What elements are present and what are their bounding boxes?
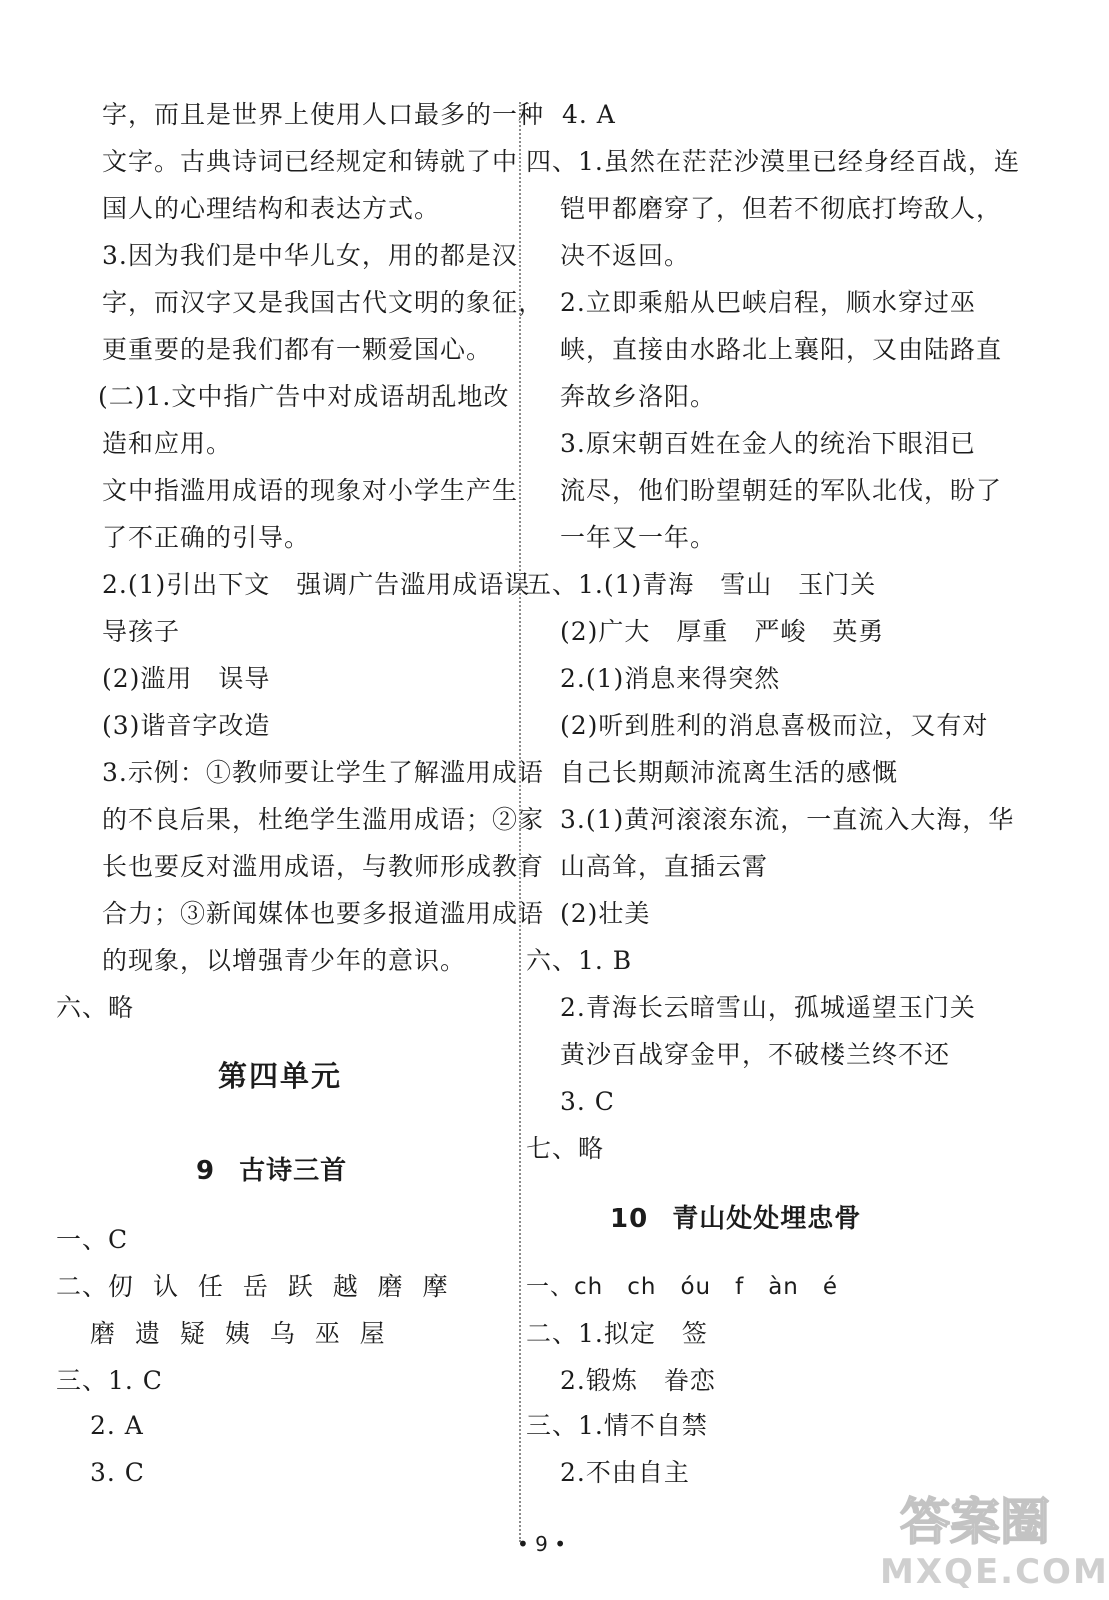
text-line: 2.(1)消息来得突然 xyxy=(560,664,781,693)
lesson-number: 9 xyxy=(196,1156,216,1186)
text-line: (2)广大 厚重 严峻 英勇 xyxy=(560,617,885,646)
text-line: 一、C xyxy=(56,1225,129,1254)
text-line: 2.(1)引出下文 强调广告滥用成语误 xyxy=(102,570,531,599)
text-line: 峡，直接由水路北上襄阳，又由陆路直 xyxy=(560,335,1003,364)
text-line: 一、ch ch óu f àn é xyxy=(526,1274,839,1300)
text-line: 3.因为我们是中华儿女，用的都是汉 xyxy=(102,241,518,270)
text-line: 决不返回。 xyxy=(560,241,691,270)
text-line: 字，而且是世界上使用人口最多的一种 xyxy=(102,100,545,129)
text-line: 六、略 xyxy=(56,993,135,1022)
page-number: • 9 • xyxy=(516,1532,567,1556)
text-line: 流尽，他们盼望朝廷的军队北伐，盼了 xyxy=(560,476,1003,505)
text-line: 字，而汉字又是我国古代文明的象征， xyxy=(102,288,545,317)
text-line: 文字。古典诗词已经规定和铸就了中 xyxy=(102,147,519,176)
text-line: (2)滥用 误导 xyxy=(102,664,271,693)
text-line: 自己长期颠沛流离生活的感慨 xyxy=(560,758,899,787)
text-line: 五、1.(1)青海 雪山 玉门关 xyxy=(526,570,877,599)
lesson-heading xyxy=(610,1202,861,1236)
text-line: 黄沙百战穿金甲，不破楼兰终不还 xyxy=(560,1040,951,1069)
text-line: 三、1.情不自禁 xyxy=(526,1411,708,1440)
watermark-url: MXQE.COM xyxy=(880,1552,1109,1592)
text-line: 2.不由自主 xyxy=(560,1458,690,1487)
text-line: 一年又一年。 xyxy=(560,523,717,552)
text-line: 导孩子 xyxy=(102,617,181,646)
text-line: 的现象，以增强青少年的意识。 xyxy=(102,946,467,975)
lesson-heading xyxy=(196,1154,347,1188)
text-line: 二、1.拟定 签 xyxy=(526,1319,708,1348)
text-line: 了不正确的引导。 xyxy=(102,523,311,552)
lesson-title: 古诗三首 xyxy=(239,1156,348,1186)
text-line: 奔故乡洛阳。 xyxy=(560,382,717,411)
unit-heading: 第四单元 xyxy=(217,1059,342,1093)
text-line: 二、仞 认 任 岳 跃 越 磨 摩 xyxy=(56,1272,449,1301)
text-line: 铠甲都磨穿了，但若不彻底打垮敌人， xyxy=(560,194,1003,223)
text-line: 3. C xyxy=(560,1087,615,1116)
text-line: 文中指滥用成语的现象对小学生产生 xyxy=(102,476,519,505)
text-line: 造和应用。 xyxy=(102,429,233,458)
watermark-logo xyxy=(880,1482,1109,1592)
text-line: 七、略 xyxy=(526,1134,605,1163)
text-line: (2)壮美 xyxy=(560,899,651,928)
text-line: 3.(1)黄河滚滚东流，一直流入大海，华 xyxy=(560,805,1015,834)
text-line: 的不良后果，杜绝学生滥用成语；②家 xyxy=(102,805,545,834)
text-line: 六、1. B xyxy=(526,946,633,975)
text-line: (二)1.文中指广告中对成语胡乱地改 xyxy=(98,382,510,411)
text-line: (3)谐音字改造 xyxy=(102,711,271,740)
watermark-text: 答案圈 xyxy=(900,1493,1050,1551)
text-line: 合力；③新闻媒体也要多报道滥用成语 xyxy=(102,899,545,928)
text-line: 3.原宋朝百姓在金人的统治下眼泪已 xyxy=(560,429,976,458)
text-line: 四、1.虽然在茫茫沙漠里已经身经百战，连 xyxy=(526,147,1020,176)
text-line: 2. A xyxy=(90,1411,144,1440)
text-line: 国人的心理结构和表达方式。 xyxy=(102,194,441,223)
text-line: 3.示例：①教师要让学生了解滥用成语 xyxy=(102,758,544,787)
text-line: 三、1. C xyxy=(56,1366,163,1395)
text-line: (2)听到胜利的消息喜极而泣，又有对 xyxy=(560,711,989,740)
text-line: 2.锻炼 眷恋 xyxy=(560,1366,716,1395)
text-line: 长也要反对滥用成语，与教师形成教育 xyxy=(102,852,545,881)
lesson-number: 10 xyxy=(610,1204,649,1234)
column-divider xyxy=(519,102,521,1542)
text-line: 山高耸，直插云霄 xyxy=(560,852,769,881)
text-line: 更重要的是我们都有一颗爱国心。 xyxy=(102,335,493,364)
lesson-title: 青山处处埋忠骨 xyxy=(672,1204,862,1234)
text-line: 2.立即乘船从巴峡启程，顺水穿过巫 xyxy=(560,288,976,317)
text-line: 4. A xyxy=(562,100,616,129)
text-line: 3. C xyxy=(90,1458,145,1487)
text-line: 2.青海长云暗雪山，孤城遥望玉门关 xyxy=(560,993,976,1022)
text-line: 磨 遗 疑 姨 乌 巫 屋 xyxy=(90,1319,386,1348)
